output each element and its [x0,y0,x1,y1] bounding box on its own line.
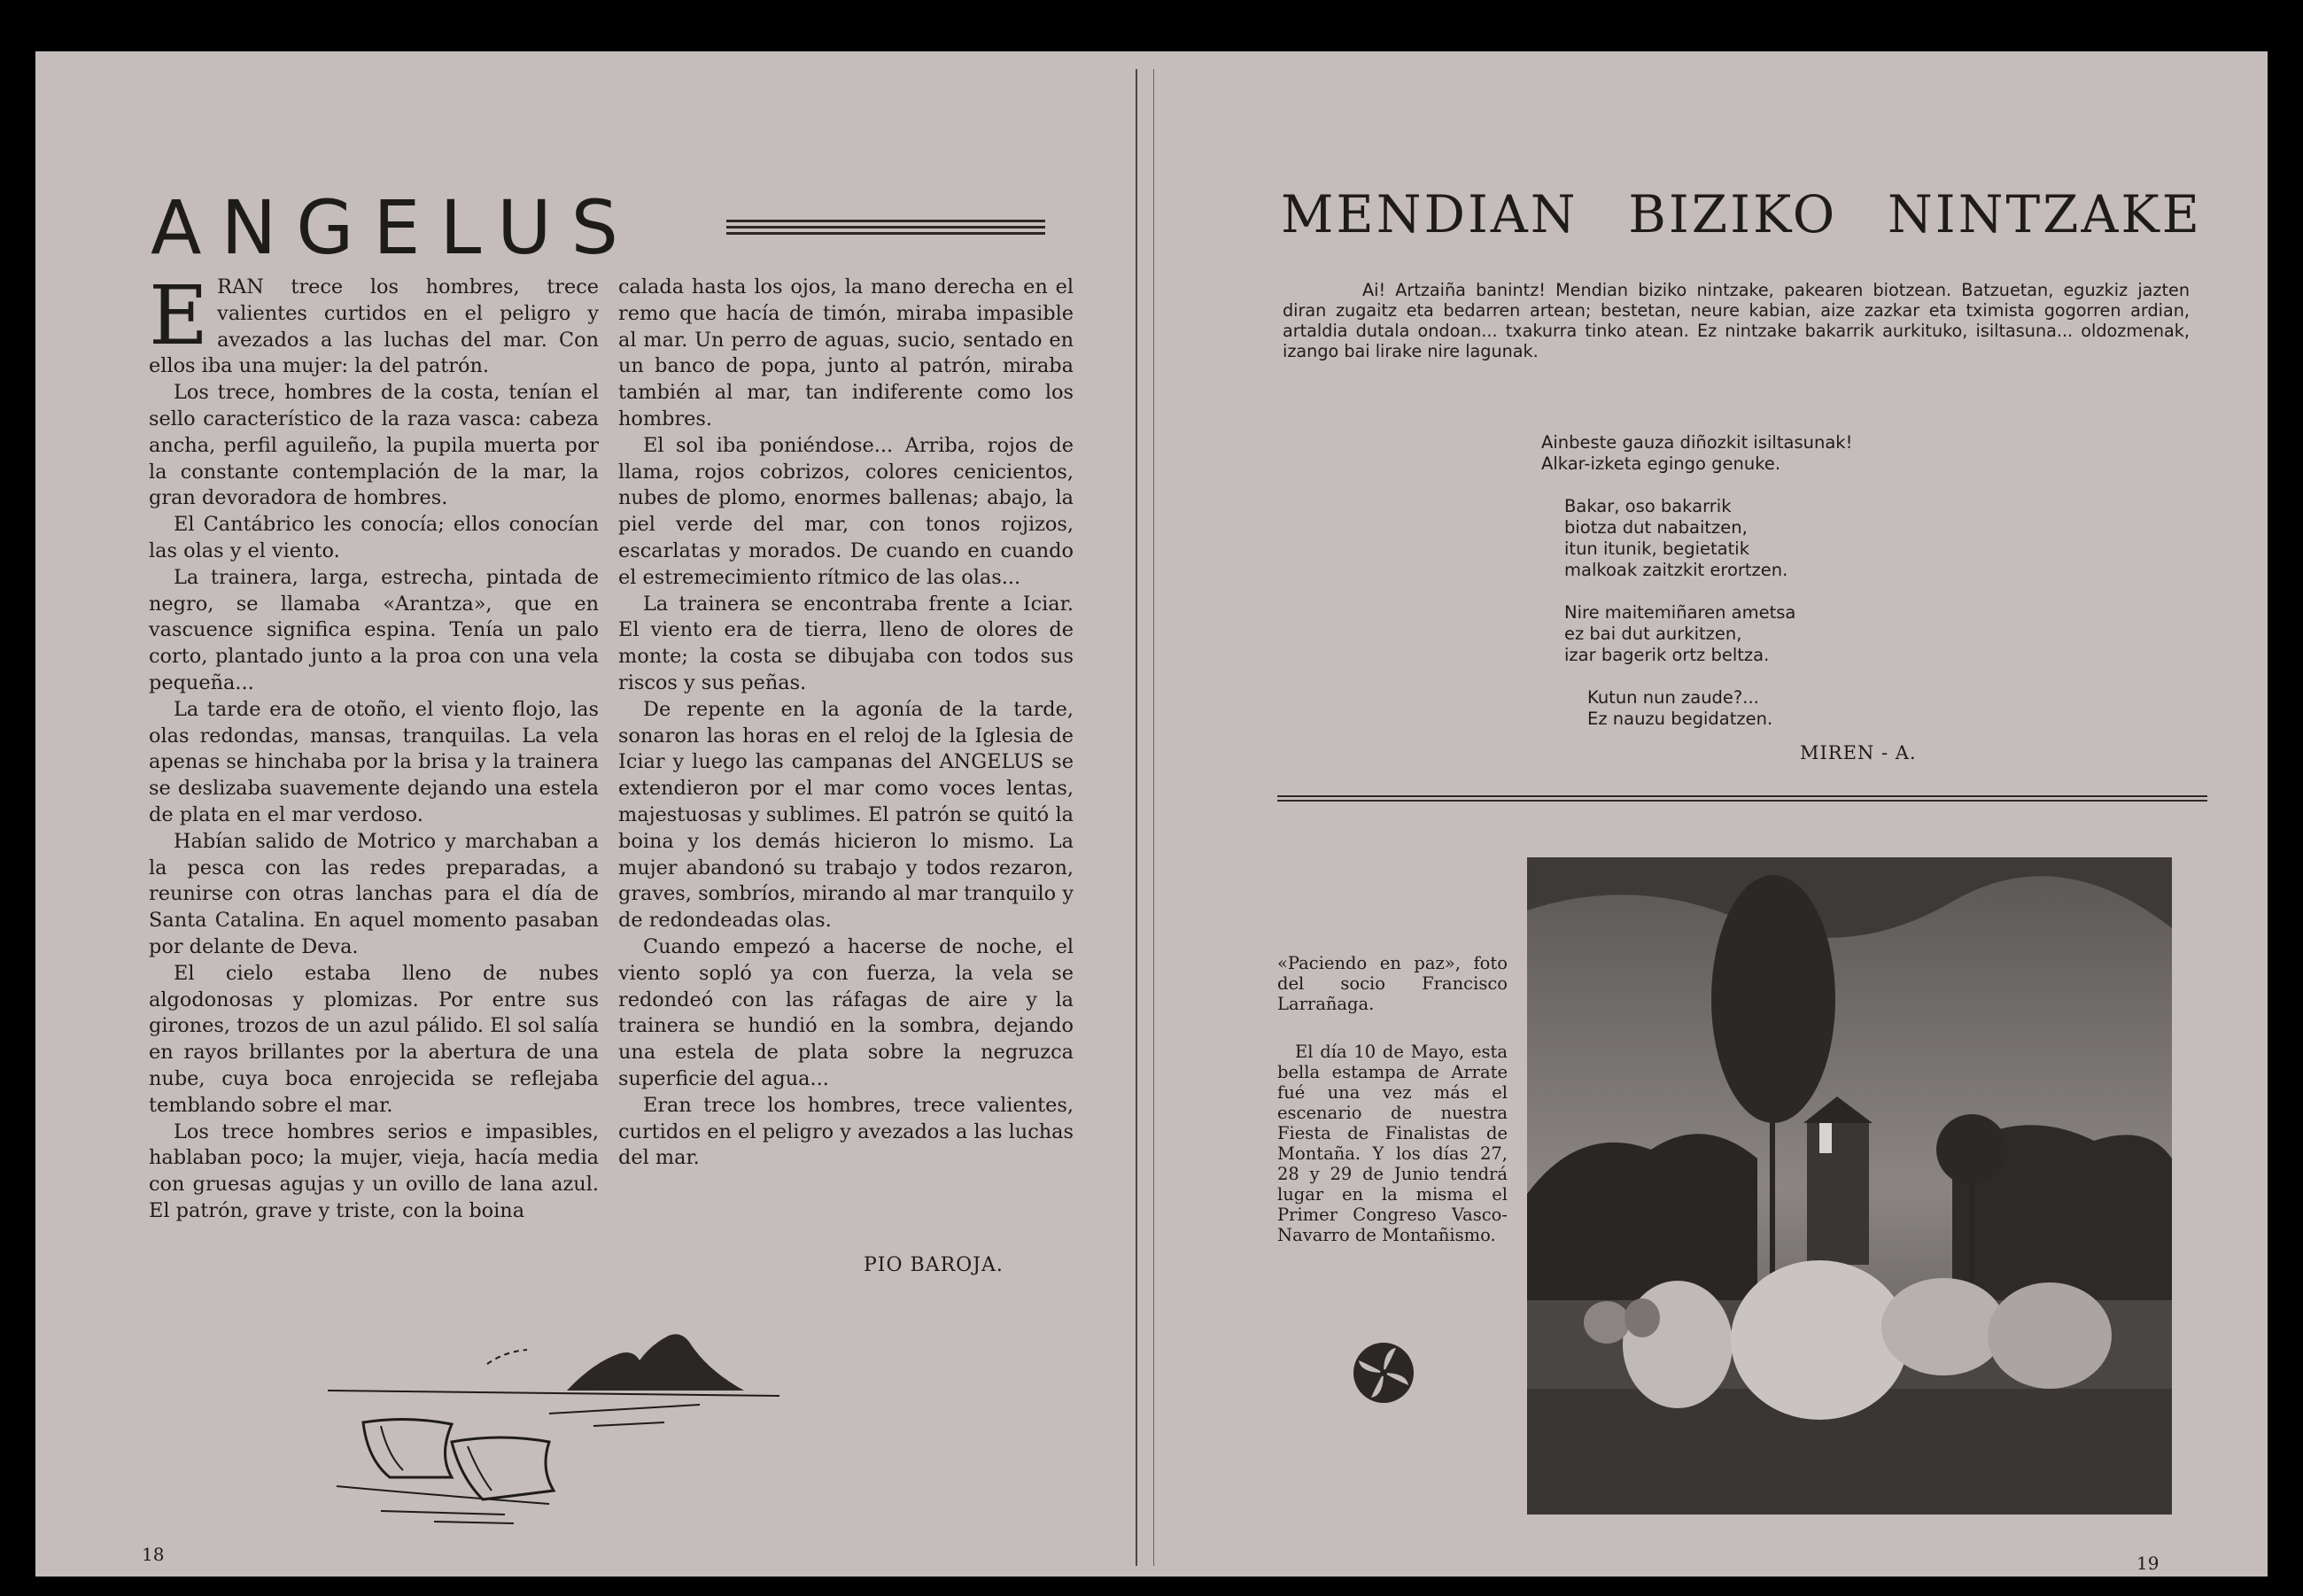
paragraph: Los trece, hombres de la costa, tenían el sello característico de la raza vasca: cabeza ancha, perfil aguileño, la pupila muerta por la constante contemplación de la mar, la gran devoradora de hombres. [149,381,599,510]
paragraph: Habían salido de Motrico y marchaban a la pesca con las redes preparadas, a reunirse con otras lanchas para el día de Santa Catalina. En aquel momento pasaban por delante de Deva. [149,829,599,958]
paragraph: RAN trece los hombres, trece valientes curtidos en el peligro y avezados a las luchas del mar. Con ellos iba una mujer: la del patrón. [149,275,599,378]
article-column-1 [149,268,599,1225]
paragraph: Cuando empezó a hacerse de noche, el viento sopló ya con fuerza, la vela se redondeó con las ráfagas de aire y la trainera se hundió en la sombra, dejando una estela de plata sobre la negruzca superficie del agua... [618,934,1074,1090]
magazine-spread [35,51,2268,1577]
photo-caption-title: «Paciendo en paz», foto del socio Francisco Larrañaga. [1277,953,1508,1014]
poem-signature: MIREN - A. [1800,742,1917,763]
paragraph: Los trece hombres serios e impasibles, hablaban poco; la mujer, vieja, hacía media con gruesas agujas y un ovillo de lana azul. El patrón, grave y triste, con la boina [149,1120,599,1222]
sheep-photo [1527,857,2172,1515]
poem-stanza-3 [1564,602,1795,666]
page-number-right: 19 [2136,1553,2160,1574]
poem-stanza-4 [1587,687,1772,730]
verse-line: izar bagerik ortz beltza. [1564,645,1770,665]
page-number-left: 18 [142,1544,165,1565]
paragraph: El Cantábrico les conocía; ellos conocían las olas y el viento. [149,513,599,562]
basque-cross-emblem [1350,1339,1417,1406]
verse-line: itun itunik, begietatik [1564,538,1749,559]
article-column-2 [618,275,1074,1172]
verse-line: ez bai dut aurkitzen, [1564,624,1742,644]
paragraph: Eran trece los hombres, trece valientes, curtidos en el peligro y avezados a las luchas del mar. [618,1093,1074,1170]
paragraph: La trainera se encontraba frente a Iciar. El viento era de tierra, lleno de olores de monte; la costa se dibujaba con todos sus riscos y sus peñas. [618,592,1074,694]
poem-stanza-1 [1541,432,1852,475]
left-page [35,51,1137,1577]
paragraph: La trainera, larga, estrecha, pintada de negro, se llamaba «Arantza», que en vascuence significa espina. Tenía un palo corto, plantado junto a la proa con una vela pequeña... [149,565,599,694]
verse-line: Alkar-izketa egingo genuke. [1541,453,1781,474]
paragraph: La tarde era de otoño, el viento flojo, las olas redondas, mansas, tranquilas. La vela apenas se hinchaba por la brisa y la trainera se deslizaba suavemente dejando una estela de plata en el mar verdoso. [149,697,599,826]
title-word: BIZIKO [1628,184,1838,244]
paragraph: El cielo estaba lleno de nubes algodonosas y plomizas. Por entre sus girones, trozos de un azul pálido. El sol salía en rayos brillantes por la abertura de una nube, cuya boca enrojecida se reflejaba temblando sobre el mar. [149,961,599,1117]
photo-caption-body: El día 10 de Mayo, esta bella estampa de Arrate fué una vez más el escenario de nuestra Fiesta de Finalistas de Montaña. Y los días 27, 28 y 29 de Junio tendrá lugar en la misma el Primer Congreso Vasco-Navarro de Montañismo. [1277,1042,1508,1245]
verse-line: Kutun nun zaude?... [1587,687,1759,708]
section-rule [1277,795,2207,804]
right-page [1153,51,2268,1577]
title-word: MENDIAN [1281,184,1578,244]
paragraph: El sol iba poniéndose... Arriba, rojos de llama, rojos cobrizos, colores cenicientos, nubes de plomo, enormes ballenas; abajo, la piel verde del mar, con tonos rojizos, escarlatas y morados. De cuando en cuando el estremecimiento rítmico de las olas... [618,433,1074,589]
page-title-mendian [1281,184,2202,244]
verse-line: malkoak zaitzkit erortzen. [1564,560,1788,580]
dropcap: E [149,268,209,363]
verse-line: biotza dut nabaitzen, [1564,517,1748,538]
title-word: NINTZAKE [1888,184,2202,244]
poem-stanza-2 [1564,496,1787,581]
paragraph: calada hasta los ojos, la mano derecha en el remo que hacía de timón, miraba impasible al mar. Un perro de aguas, sucio, sentado en un banco de popa, junto al patrón, miraba también al mar, tan indiferente como los hombres. [618,275,1074,430]
title-rules [726,220,1045,237]
verse-line: Bakar, oso bakarrik [1564,496,1732,516]
verse-line: Ez nauzu begidatzen. [1587,709,1773,729]
verse-line: Nire maitemiñaren ametsa [1564,602,1796,623]
paragraph: De repente en la agonía de la tarde, sonaron las horas en el reloj de la Iglesia de Iciar y luego las campanas del ANGELUS se extendieron por el mar como voces lentas, majestuosas y sublimes. El patrón se quitó la boina y los demás hicieron lo mismo. La mujer abandonó su trabajo y todos rezaron, graves, sombríos, mirando al mar tranquilo y de redondeadas olas. [618,697,1074,933]
author-signature: PIO BAROJA. [864,1254,1004,1276]
verse-line: Ainbeste gauza diñozkit isiltasunak! [1541,432,1853,453]
boats-illustration [328,1309,859,1530]
page-title-angelus: ANGELUS [151,184,638,271]
intro-paragraph: Ai! Artzaiña banintz! Mendian biziko nintzake, pakearen biotzean. Batzuetan, eguzkiz jazten diran zugaitz eta bedarren artean; bestetan, neure kabian, aize zazkar eta tximista gogorren ardian, artaldia dutala ondoan... txakurra tinko atean. Ez nintzake bakarrik aurkituko, isiltasuna... oldozmenak, izango bai lirake nire lagunak. [1283,280,2190,361]
